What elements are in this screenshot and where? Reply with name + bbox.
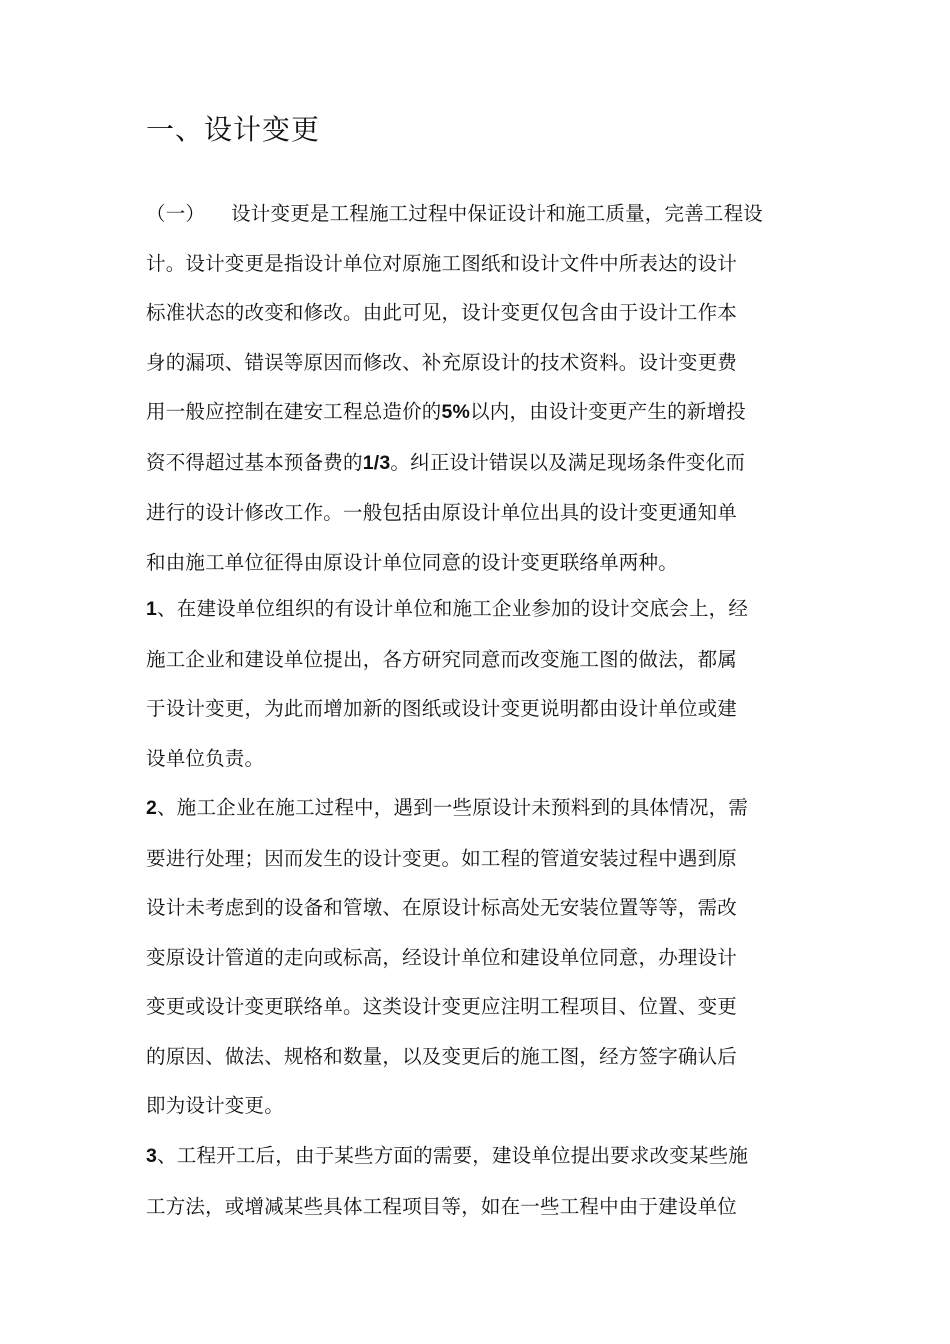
item-1-number: 1: [146, 598, 158, 620]
intro-line-5: [146, 387, 810, 438]
intro-line-5-pre: 用一般应控制在建安工程总造价的: [146, 400, 442, 423]
item-1-first-text: 、在建设单位组织的有设计单位和施工企业参加的设计交底会上，经: [157, 597, 749, 620]
item-1-line-4: 设单位负责。: [146, 746, 265, 770]
item-3-first-text: 、工程开工后，由于某些方面的需要，建设单位提出要求改变某些施: [157, 1144, 749, 1167]
intro-line-4: 身的漏项、错误等原因而修改、补充原设计的技术资料。设计变更费: [146, 350, 738, 374]
item-2-paragraph: [146, 783, 810, 1131]
item-1-line-2: 施工企业和建设单位提出，各方研究同意而改变施工图的做法，都属: [146, 647, 738, 671]
item-3-line-2: 工方法，或增减某些具体工程项目等，如在一些工程中由于建设单位: [146, 1194, 738, 1218]
intro-line-2: 计。设计变更是指设计单位对原施工图纸和设计文件中所表达的设计: [146, 251, 738, 275]
fraction-value: 1/3: [362, 451, 391, 474]
intro-text: 设计变更是工程施工过程中保证设计和施工质量，完善工程设: [231, 202, 764, 225]
item-3-paragraph: [146, 1131, 810, 1231]
item-2-line-1: [146, 783, 810, 834]
item-1-line-3: 于设计变更，为此而增加新的图纸或设计变更说明都由设计单位或建: [146, 697, 738, 720]
item-3-line-1: [146, 1131, 810, 1182]
intro-paragraph: [146, 189, 810, 587]
item-2-line-3: 设计未考虑到的设备和管墩、在原设计标高处无安装位置等等，需改: [146, 896, 738, 919]
intro-line-7: 进行的设计修改工作。一般包括由原设计单位出具的设计变更通知单: [146, 501, 738, 524]
intro-line-8: 和由施工单位征得由原设计单位同意的设计变更联络单两种。: [146, 550, 678, 574]
item-2-line-5: 变更或设计变更联络单。这类设计变更应注明工程项目、位置、变更: [146, 995, 738, 1018]
item-1-paragraph: [146, 584, 810, 783]
percent-value: 5%: [441, 401, 471, 423]
item-3-number: 3: [146, 1145, 158, 1167]
section-heading: 一、设计变更: [146, 113, 321, 146]
item-2-number: 2: [146, 797, 158, 819]
item-2-line-7: 即为设计变更。: [146, 1094, 284, 1117]
item-2-line-6: 的原因、做法、规格和数量，以及变更后的施工图，经方签字确认后: [146, 1044, 738, 1068]
item-2-line-2: 要进行处理；因而发生的设计变更。如工程的管道安装过程中遇到原: [146, 846, 738, 870]
intro-line-6-post: 。纠正设计错误以及满足现场条件变化而: [390, 450, 746, 474]
intro-marker: （一）: [146, 202, 206, 225]
intro-line-6-pre: 资不得超过基本预备费的: [146, 450, 363, 474]
item-2-line-4: 变原设计管道的走向或标高，经设计单位和建设单位同意，办理设计: [146, 945, 738, 969]
intro-line-5-post: 以内，由设计变更产生的新增投: [470, 400, 746, 423]
item-1-line-1: [146, 584, 810, 635]
intro-line-1: [146, 189, 810, 239]
item-2-first-text: 、施工企业在施工过程中，遇到一些原设计未预料到的具体情况，需: [157, 796, 749, 819]
intro-line-6: [146, 438, 810, 489]
intro-line-3: 标准状态的改变和修改。由此可见，设计变更仅包含由于设计工作本: [146, 301, 738, 324]
